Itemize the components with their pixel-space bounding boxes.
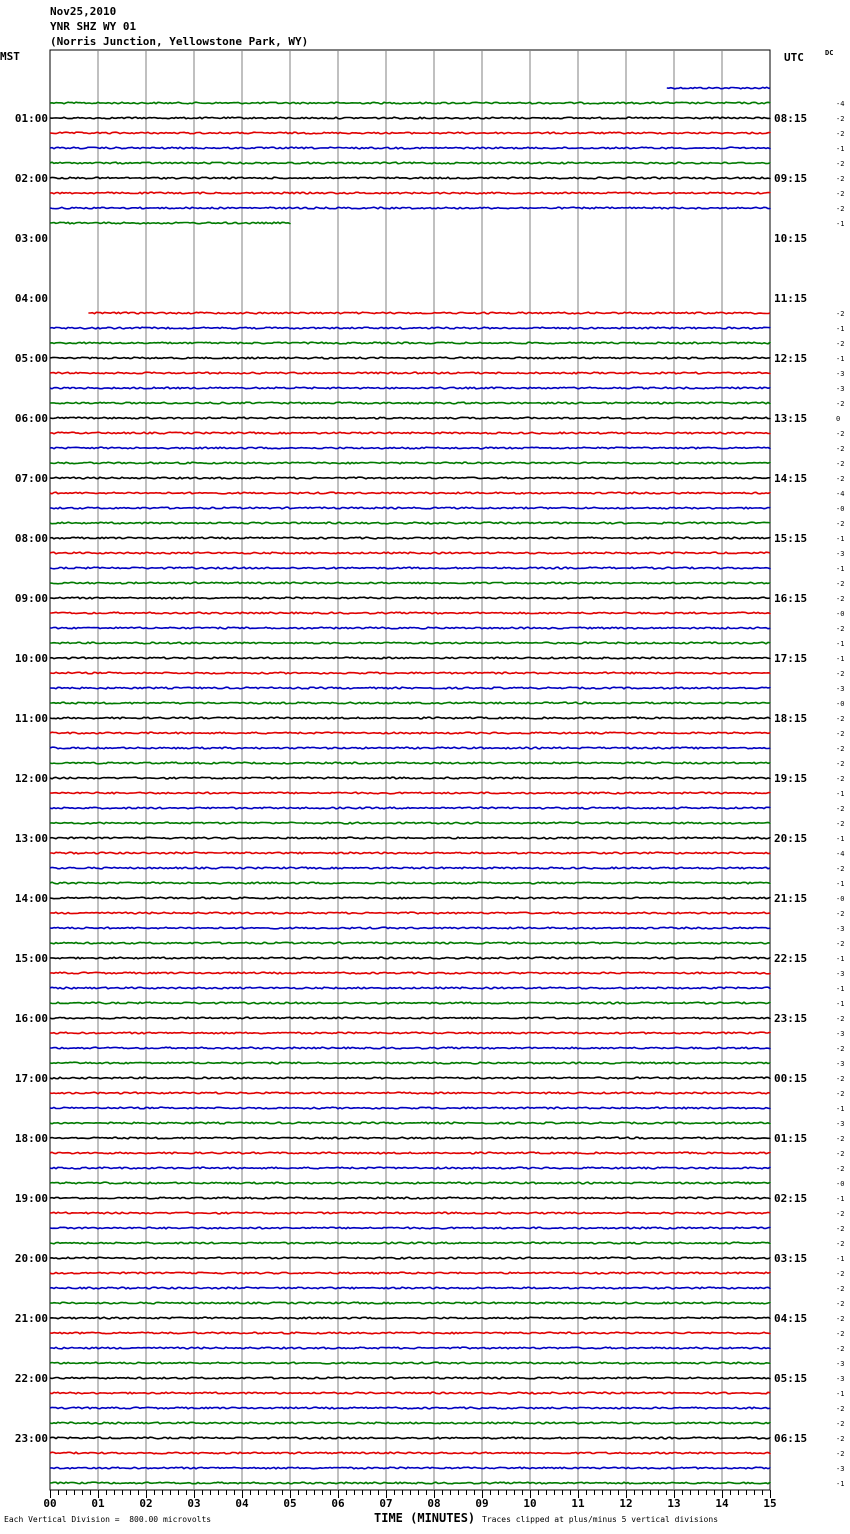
dc-offset-label: -2: [836, 430, 845, 438]
seismic-trace-green: [50, 762, 770, 764]
dc-offset-label: -1: [836, 985, 845, 993]
dc-offset-label: -1: [836, 1390, 845, 1398]
seismic-trace-black: [50, 1257, 770, 1259]
seismic-trace-green: [50, 462, 770, 464]
seismic-trace-black: [50, 597, 770, 599]
dc-offset-label: -2: [836, 670, 845, 678]
utc-hour-label: 06:15: [774, 1432, 808, 1445]
seismic-trace-green: [50, 882, 770, 884]
dc-offset-label: -2: [836, 625, 845, 633]
dc-offset-label: -3: [836, 370, 845, 378]
dc-offset-label: -2: [836, 1150, 845, 1158]
seismic-trace-blue: [50, 387, 770, 389]
mst-hour-label: 20:00: [14, 1252, 48, 1265]
seismic-trace-black: [50, 1137, 770, 1139]
dc-offset-label: -0: [836, 1180, 845, 1188]
dc-offset-label: -3: [836, 970, 845, 978]
seismic-trace-green: [50, 102, 770, 104]
utc-hour-label: 02:15: [774, 1192, 808, 1205]
x-tick-label: 07: [379, 1497, 393, 1510]
utc-hour-label: 04:15: [774, 1312, 808, 1325]
seismic-trace-red: [50, 192, 770, 194]
dc-offset-label: -2: [836, 1315, 845, 1323]
dc-offset-label: -2: [836, 745, 845, 753]
dc-column-label: DC: [825, 49, 834, 57]
seismic-trace-green: [50, 1182, 770, 1184]
dc-offset-label: -2: [836, 820, 845, 828]
mst-hour-label: 02:00: [14, 172, 48, 185]
x-tick-label: 08: [427, 1497, 441, 1510]
seismic-trace-blue: [50, 1107, 770, 1109]
dc-offset-label: -2: [836, 1015, 845, 1023]
seismic-trace-green: [50, 1062, 770, 1064]
dc-offset-label: -2: [836, 805, 845, 813]
dc-offset-label: -1: [836, 1195, 845, 1203]
seismic-trace-blue: [50, 327, 770, 329]
x-tick-label: 00: [43, 1497, 57, 1510]
dc-offset-label: -2: [836, 1285, 845, 1293]
seismic-trace-blue: [50, 207, 770, 209]
mst-hour-label: 11:00: [14, 712, 48, 725]
seismic-trace-blue: [50, 867, 770, 869]
seismic-trace-green: [50, 702, 770, 704]
dc-offset-label: -1: [836, 535, 845, 543]
dc-offset-label: -2: [836, 730, 845, 738]
seismic-trace-blue: [50, 1047, 770, 1049]
seismic-trace-blue: [50, 1227, 770, 1229]
dc-offset-label: -4: [836, 850, 845, 858]
dc-offset-label: -2: [836, 580, 845, 588]
x-tick-label: 11: [571, 1497, 585, 1510]
dc-offset-label: -1: [836, 640, 845, 648]
seismic-trace-red: [50, 1392, 770, 1394]
mst-hour-label: 10:00: [14, 652, 48, 665]
station-code: YNR SHZ WY 01: [50, 20, 137, 33]
dc-offset-label: -2: [836, 1435, 845, 1443]
dc-offset-label: -1: [836, 880, 845, 888]
dc-offset-label: -2: [836, 1240, 845, 1248]
seismic-trace-blue: [50, 1287, 770, 1289]
dc-offset-label: -2: [836, 1090, 845, 1098]
dc-offset-label: -1: [836, 1000, 845, 1008]
seismic-trace-blue: [50, 1167, 770, 1169]
x-axis-title: TIME (MINUTES): [374, 1511, 476, 1525]
dc-offset-label: -1: [836, 1105, 845, 1113]
dc-offset-label: -2: [836, 1075, 845, 1083]
mst-hour-label: 03:00: [14, 232, 48, 245]
seismic-trace-red: [50, 492, 770, 494]
dc-offset-label: -2: [836, 910, 845, 918]
seismic-trace-black: [50, 357, 770, 359]
dc-offset-label: -3: [836, 1360, 845, 1368]
mst-hour-label: 08:00: [14, 532, 48, 545]
dc-offset-label: -2: [836, 1345, 845, 1353]
seismic-trace-red: [50, 552, 770, 554]
dc-offset-label: -2: [836, 1225, 845, 1233]
seismic-trace-blue: [50, 147, 770, 149]
utc-hour-label: 03:15: [774, 1252, 808, 1265]
dc-offset-label: -1: [836, 145, 845, 153]
mst-hour-label: 19:00: [14, 1192, 48, 1205]
seismic-trace-red: [50, 1152, 770, 1154]
x-tick-label: 05: [283, 1497, 297, 1510]
dc-offset-label: -3: [836, 1120, 845, 1128]
scale-note: Each Vertical Division = 800.00 microvolts: [4, 1515, 212, 1524]
dc-offset-label: -2: [836, 775, 845, 783]
utc-hour-label: 23:15: [774, 1012, 808, 1025]
mst-hour-label: 23:00: [14, 1432, 48, 1445]
seismic-trace-red: [50, 1032, 770, 1034]
seismic-trace-green: [50, 1002, 770, 1004]
dc-offset-label: -2: [836, 1420, 845, 1428]
mst-hour-label: 21:00: [14, 1312, 48, 1325]
seismic-trace-red: [50, 972, 770, 974]
x-tick-label: 14: [715, 1497, 729, 1510]
mst-hour-label: 07:00: [14, 472, 48, 485]
chart-date: Nov25,2010: [50, 5, 117, 18]
utc-hour-label: 10:15: [774, 232, 808, 245]
plot-frame: [50, 50, 770, 1490]
dc-offset-label: -2: [836, 400, 845, 408]
utc-hour-label: 13:15: [774, 412, 808, 425]
utc-hour-label: 12:15: [774, 352, 808, 365]
seismic-trace-green: [50, 522, 770, 524]
seismic-trace-black: [50, 777, 770, 779]
seismic-trace-blue: [50, 1467, 770, 1469]
x-tick-label: 02: [139, 1497, 153, 1510]
seismic-trace-black: [50, 1317, 770, 1319]
seismic-trace-black: [50, 1077, 770, 1079]
dc-offset-label: -2: [836, 1045, 845, 1053]
mst-hour-label: 01:00: [14, 112, 48, 125]
utc-hour-label: 09:15: [774, 172, 808, 185]
dc-offset-label: -2: [836, 1405, 845, 1413]
seismic-trace-black: [50, 1437, 770, 1439]
dc-offset-label: -3: [836, 1465, 845, 1473]
seismic-trace-green: [50, 402, 770, 404]
seismic-trace-black: [50, 957, 770, 959]
dc-offset-label: -2: [836, 190, 845, 198]
mst-hour-label: 05:00: [14, 352, 48, 365]
utc-hour-label: 14:15: [774, 472, 808, 485]
utc-hour-label: 19:15: [774, 772, 808, 785]
seismic-trace-blue: [50, 747, 770, 749]
dc-offset-label: -2: [836, 445, 845, 453]
seismic-trace-blue: [50, 507, 770, 509]
seismic-trace-red: [50, 852, 770, 854]
seismic-trace-blue: [667, 87, 770, 89]
dc-offset-label: -2: [836, 1270, 845, 1278]
dc-offset-label: -3: [836, 1375, 845, 1383]
seismic-trace-black: [50, 1017, 770, 1019]
dc-offset-label: -2: [836, 160, 845, 168]
dc-offset-label: -1: [836, 1480, 845, 1488]
dc-offset-label: -1: [836, 565, 845, 573]
utc-hour-label: 17:15: [774, 652, 808, 665]
seismic-trace-black: [50, 1197, 770, 1199]
mst-hour-label: 09:00: [14, 592, 48, 605]
seismic-trace-blue: [50, 687, 770, 689]
dc-offset-label: -2: [836, 175, 845, 183]
dc-offset-label: -1: [836, 325, 845, 333]
dc-offset-label: -0: [836, 505, 845, 513]
dc-offset-label: -2: [836, 1450, 845, 1458]
seismic-trace-red: [50, 732, 770, 734]
seismic-trace-red: [50, 672, 770, 674]
seismic-trace-green: [50, 582, 770, 584]
seismic-trace-blue: [50, 1407, 770, 1409]
seismic-trace-red: [50, 1272, 770, 1274]
seismic-trace-green: [50, 642, 770, 644]
mst-hour-label: 22:00: [14, 1372, 48, 1385]
dc-offset-label: -2: [836, 760, 845, 768]
dc-offset-label: -1: [836, 835, 845, 843]
dc-offset-label: -1: [836, 790, 845, 798]
seismic-trace-red: [50, 132, 770, 134]
seismic-trace-black: [50, 1377, 770, 1379]
seismic-trace-red: [50, 612, 770, 614]
left-timezone-label: MST: [0, 50, 20, 63]
dc-offset-label: -2: [836, 1300, 845, 1308]
mst-hour-label: 12:00: [14, 772, 48, 785]
x-tick-label: 09: [475, 1497, 489, 1510]
x-tick-label: 10: [523, 1497, 537, 1510]
seismic-trace-black: [50, 537, 770, 539]
seismic-trace-blue: [50, 1347, 770, 1349]
dc-offset-label: -1: [836, 355, 845, 363]
seismic-trace-black: [50, 837, 770, 839]
seismic-trace-blue: [50, 807, 770, 809]
dc-offset-label: 0: [836, 415, 841, 423]
seismic-trace-green: [50, 222, 290, 224]
seismic-trace-green: [50, 1302, 770, 1304]
seismic-trace-black: [50, 417, 770, 419]
seismic-trace-black: [50, 657, 770, 659]
x-tick-label: 12: [619, 1497, 633, 1510]
dc-offset-label: -3: [836, 385, 845, 393]
seismic-trace-red: [50, 372, 770, 374]
seismic-trace-black: [50, 177, 770, 179]
dc-offset-label: -0: [836, 610, 845, 618]
seismic-trace-green: [50, 162, 770, 164]
right-timezone-label: UTC: [784, 51, 804, 64]
dc-offset-label: -4: [836, 490, 845, 498]
seismic-trace-black: [50, 897, 770, 899]
seismic-trace-black: [50, 477, 770, 479]
dc-offset-label: -2: [836, 340, 845, 348]
seismic-trace-black: [50, 717, 770, 719]
seismic-trace-green: [50, 1362, 770, 1364]
utc-hour-label: 11:15: [774, 292, 808, 305]
seismic-trace-blue: [50, 627, 770, 629]
utc-hour-label: 18:15: [774, 712, 808, 725]
seismic-trace-green: [50, 1122, 770, 1124]
station-location: (Norris Junction, Yellowstone Park, WY): [50, 35, 309, 48]
dc-offset-label: -3: [836, 685, 845, 693]
seismic-trace-green: [50, 822, 770, 824]
dc-offset-label: -2: [836, 205, 845, 213]
mst-hour-label: 17:00: [14, 1072, 48, 1085]
dc-offset-label: -2: [836, 1135, 845, 1143]
clip-note: Traces clipped at plus/minus 5 vertical divisions: [482, 1515, 719, 1524]
seismic-trace-red: [50, 1212, 770, 1214]
dc-offset-label: -2: [836, 115, 845, 123]
dc-offset-label: -2: [836, 940, 845, 948]
seismic-trace-red: [50, 792, 770, 794]
dc-offset-label: -1: [836, 955, 845, 963]
dc-offset-label: -3: [836, 550, 845, 558]
mst-hour-label: 06:00: [14, 412, 48, 425]
mst-hour-label: 04:00: [14, 292, 48, 305]
utc-hour-label: 00:15: [774, 1072, 808, 1085]
seismic-trace-green: [50, 1482, 770, 1484]
dc-offset-label: -3: [836, 1030, 845, 1038]
dc-offset-label: -2: [836, 130, 845, 138]
x-tick-label: 03: [187, 1497, 201, 1510]
dc-offset-label: -2: [836, 715, 845, 723]
seismic-trace-green: [50, 342, 770, 344]
dc-offset-label: -3: [836, 925, 845, 933]
x-tick-label: 06: [331, 1497, 345, 1510]
seismic-trace-blue: [50, 447, 770, 449]
dc-offset-label: -2: [836, 1165, 845, 1173]
x-tick-label: 15: [763, 1497, 777, 1510]
dc-offset-label: -1: [836, 655, 845, 663]
utc-hour-label: 15:15: [774, 532, 808, 545]
dc-offset-label: -0: [836, 895, 845, 903]
seismic-trace-green: [50, 1422, 770, 1424]
seismic-trace-blue: [50, 567, 770, 569]
utc-hour-label: 16:15: [774, 592, 808, 605]
dc-offset-label: -2: [836, 475, 845, 483]
dc-offset-label: -2: [836, 520, 845, 528]
mst-hour-label: 18:00: [14, 1132, 48, 1145]
dc-offset-label: -2: [836, 865, 845, 873]
dc-offset-label: -2: [836, 1330, 845, 1338]
utc-hour-label: 08:15: [774, 112, 808, 125]
dc-offset-label: -2: [836, 310, 845, 318]
mst-hour-label: 13:00: [14, 832, 48, 845]
seismic-trace-green: [50, 1242, 770, 1244]
mst-hour-label: 15:00: [14, 952, 48, 965]
utc-hour-label: 22:15: [774, 952, 808, 965]
utc-hour-label: 05:15: [774, 1372, 808, 1385]
utc-hour-label: 20:15: [774, 832, 808, 845]
dc-offset-label: -2: [836, 460, 845, 468]
dc-offset-label: -1: [836, 1255, 845, 1263]
seismic-trace-blue: [50, 927, 770, 929]
mst-hour-label: 16:00: [14, 1012, 48, 1025]
dc-offset-label: -3: [836, 1060, 845, 1068]
seismic-trace-red: [50, 1332, 770, 1334]
utc-hour-label: 21:15: [774, 892, 808, 905]
seismic-trace-black: [50, 117, 770, 119]
seismic-trace-red: [50, 1092, 770, 1094]
seismic-trace-blue: [50, 987, 770, 989]
dc-offset-label: -0: [836, 700, 845, 708]
seismic-trace-red: [50, 912, 770, 914]
utc-hour-label: 01:15: [774, 1132, 808, 1145]
seismic-trace-red: [50, 1452, 770, 1454]
dc-offset-label: -1: [836, 220, 845, 228]
seismic-trace-green: [50, 942, 770, 944]
dc-offset-label: -2: [836, 595, 845, 603]
x-tick-label: 13: [667, 1497, 681, 1510]
dc-offset-label: -2: [836, 1210, 845, 1218]
dc-offset-label: -4: [836, 100, 845, 108]
seismic-trace-red: [50, 432, 770, 434]
seismic-trace-red: [88, 312, 770, 314]
x-tick-label: 01: [91, 1497, 105, 1510]
x-tick-label: 04: [235, 1497, 249, 1510]
mst-hour-label: 14:00: [14, 892, 48, 905]
